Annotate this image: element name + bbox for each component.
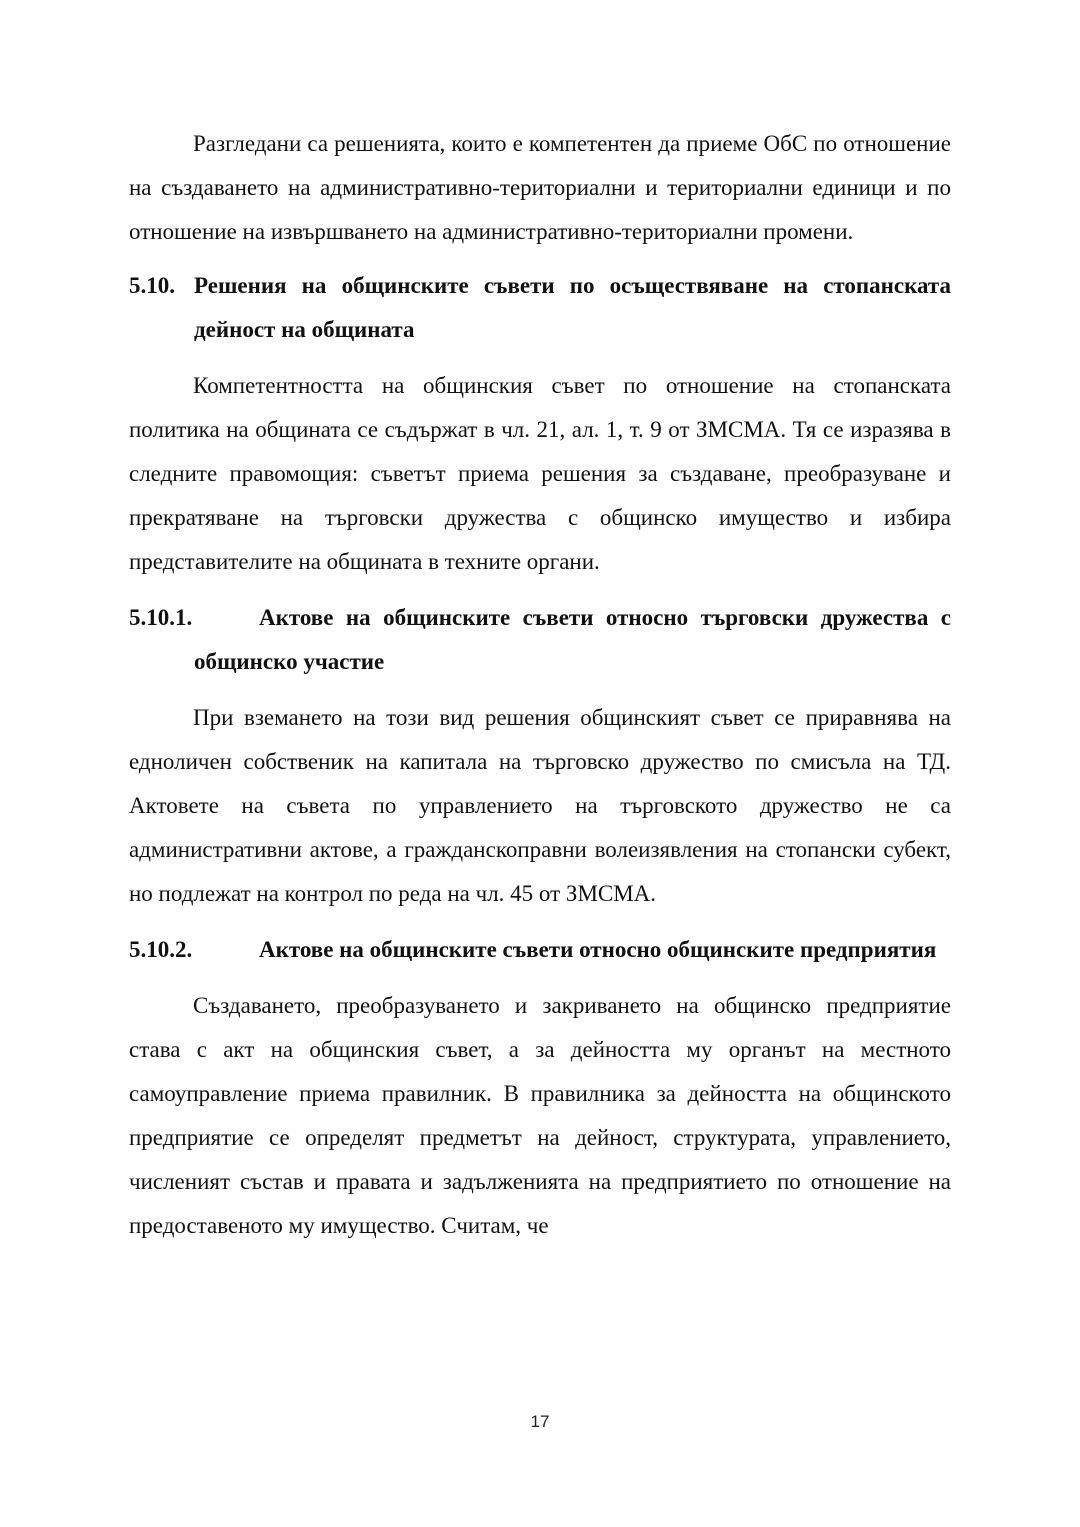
section-number: 5.10.1.: [129, 605, 193, 630]
document-body: [129, 122, 951, 1248]
section-number: 5.10.: [129, 273, 175, 298]
paragraph-administrative-decisions: Разгледани са решенията, които е компетентен да приеме ОбС по отношение на създаването на административно-териториални и териториални единици и по отношение на извършването на административно-териториални промени.: [129, 131, 951, 244]
page-number: 17: [530, 1412, 550, 1431]
section-heading-5-10-1: [129, 596, 951, 684]
paragraph-economic-competence: Компетентността на общинския съвет по отношение на стопанската политика на общината се съдържат в чл. 21, ал. 1, т. 9 от ЗМСМА. Тя се изразява в следните правомощия: съветът приема решения за създаване, преобразуване и прекратяване на търговски дружества с общинско имущество и избира представителите на общината в техните органи.: [129, 373, 951, 574]
paragraph-trade-companies: При вземането на този вид решения общинският съвет се приравнява на едноличен собственик на капитала на търговско дружество по смисъла на ТД. Актовете на съвета по управлението на търговското дружество не са административни актове, а гражданскоправни волеизявления на стопански субект, но подлежат на контрол по реда на чл. 45 от ЗМСМА.: [129, 705, 951, 906]
section-heading-5-10: [129, 264, 951, 352]
section-title: Актове на общинските съвети относно общинските предприятия: [259, 937, 937, 962]
section-title: Актове на общинските съвети относно търговски дружества с общинско участие: [194, 605, 951, 674]
section-title: Решения на общинските съвети по осъществяване на стопанската дейност на общината: [194, 273, 951, 342]
paragraph-municipal-enterprises: Създаването, преобразуването и закриването на общинско предприятие става с акт на общинския съвет, а за дейността му органът на местното самоуправление приема правилник. В правилника за дейността на общинското предприятие се определят предметът на дейност, структурата, управлението, численият състав и правата и задълженията на предприятието по отношение на предоставеното му имущество. Считам, че: [129, 993, 951, 1238]
section-number: 5.10.2.: [129, 937, 193, 962]
section-heading-5-10-2: [129, 928, 951, 972]
